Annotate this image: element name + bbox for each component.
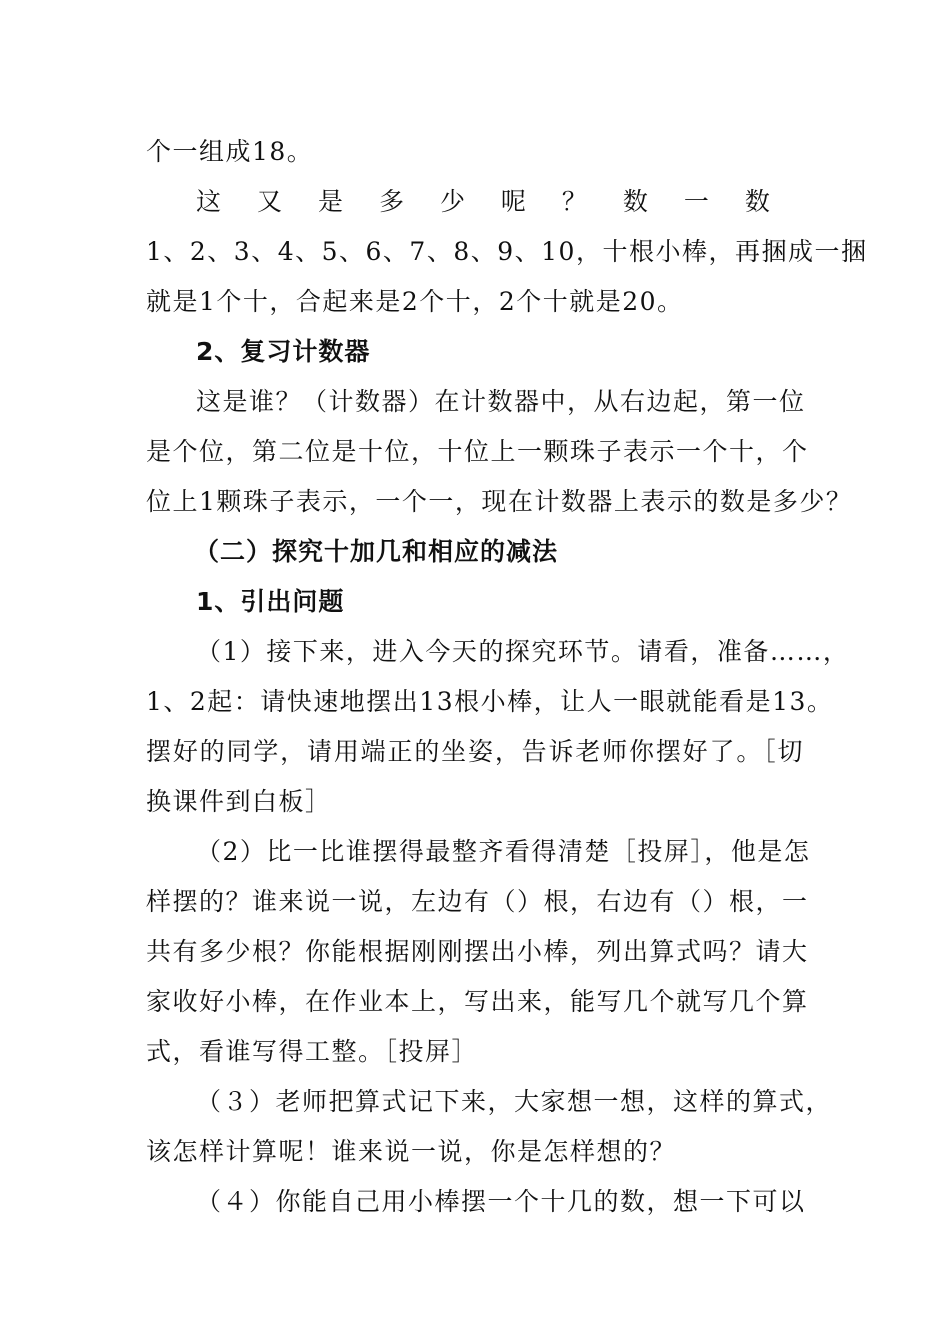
text-line: 1、2起：请快速地摆出13根小棒，让人一眼就能看是13。 [146, 687, 834, 716]
text-line: 换课件到白板］ [146, 787, 332, 816]
text-char: 这 [196, 187, 222, 216]
text-char: 是 [317, 187, 343, 216]
text-line: （３）老师把算式记下来，大家想一想，这样的算式， [196, 1087, 833, 1116]
text-char: 少 [439, 187, 465, 216]
text-char: 又 [256, 187, 282, 216]
text-char: 多 [378, 187, 404, 216]
text-line: （1）接下来，进入今天的探究环节。请看，准备……， [196, 637, 850, 666]
text-line: （４）你能自己用小棒摆一个十几的数，想一下可以 [196, 1187, 806, 1216]
text-char: 数 [622, 187, 648, 216]
text-line: 家收好小棒，在作业本上，写出来，能写几个就写几个算 [146, 987, 809, 1016]
text-char: ？ [561, 187, 587, 216]
text-line: 该怎样计算呢！谁来说一说，你是怎样想的？ [146, 1137, 677, 1166]
text-line: 个一组成18。 [146, 137, 314, 166]
section-heading: 1、引出问题 [196, 587, 345, 616]
text-line: 这是谁？（计数器）在计数器中，从右边起，第一位 [196, 387, 806, 416]
spread-text-line [196, 186, 770, 218]
text-line: 式，看谁写得工整。［投屏］ [146, 1037, 479, 1066]
section-heading: （二）探究十加几和相应的减法 [194, 537, 559, 566]
text-line: 摆好的同学，请用端正的坐姿，告诉老师你摆好了。［切 [146, 737, 804, 766]
text-char: 数 [744, 187, 770, 216]
text-line: 共有多少根？你能根据刚刚摆出小棒，列出算式吗？请大 [146, 937, 809, 966]
text-char: 一 [683, 187, 709, 216]
text-line: 就是1个十，合起来是2个十，2个十就是20。 [146, 287, 684, 316]
text-line: （2）比一比谁摆得最整齐看得清楚［投屏］，他是怎 [196, 837, 811, 866]
text-line: 样摆的？谁来说一说，左边有（）根，右边有（）根，一 [146, 887, 809, 916]
text-line: 1、2、3、4、5、6、7、8、9、10，十根小棒，再捆成一捆 [146, 237, 868, 266]
section-heading: 2、复习计数器 [196, 337, 371, 366]
text-char: 呢 [500, 187, 526, 216]
text-line: 是个位，第二位是十位，十位上一颗珠子表示一个十，个 [146, 437, 809, 466]
text-line: 位上1颗珠子表示，一个一，现在计数器上表示的数是多少？ [146, 487, 853, 516]
